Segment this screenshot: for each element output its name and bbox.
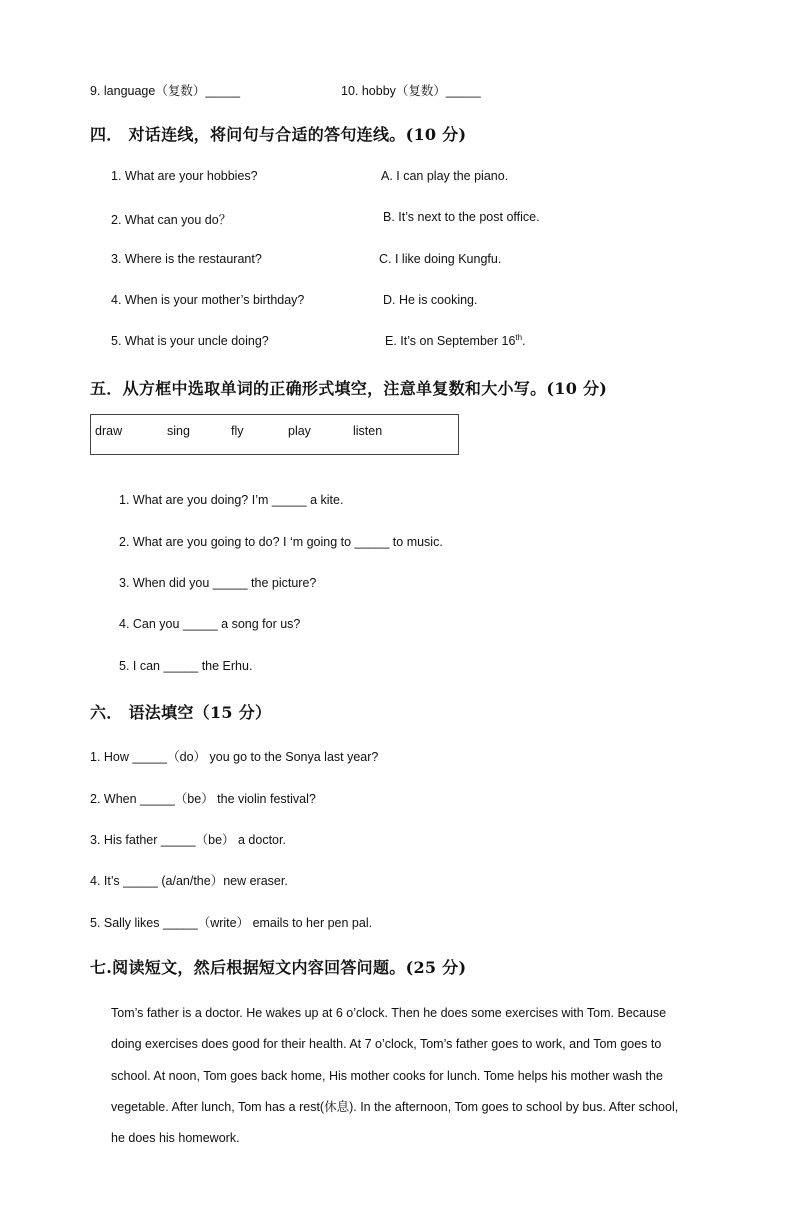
s4-answer-a: A. I can play the piano. xyxy=(381,169,509,183)
question-9: 9. language（复数）_____ xyxy=(90,84,241,98)
word-draw: draw xyxy=(95,424,123,438)
word-play: play xyxy=(288,424,311,438)
passage-line-4: vegetable. After lunch, Tom has a rest(休息). In the afternoon, Tom goes to school by bus. After school, xyxy=(111,1099,679,1114)
word-sing: sing xyxy=(167,424,190,438)
section-7-heading: 七.阅读短文，然后根据短文内容回答问题。(25 分) xyxy=(90,958,467,977)
s4-answer-e-sup: th xyxy=(515,333,523,342)
s4-answer-e xyxy=(385,334,526,348)
passage-line-3: school. At noon, Tom goes back home, His mother cooks for lunch. Tome helps his mother wash the xyxy=(111,1068,663,1083)
word-fly: fly xyxy=(231,424,244,438)
passage-line-2: doing exercises does good for their health. At 7 o’clock, Tom’s father goes to work, and Tom goes to xyxy=(111,1037,662,1052)
s4-answer-e-text: E. It’s on September 16 xyxy=(385,334,516,348)
s4-question-4: 4. When is your mother’s birthday? xyxy=(111,293,305,307)
s5-item-5: 5. I can _____ the Erhu. xyxy=(119,659,253,673)
section-4-heading: 四． 对话连线，将问句与合适的答句连线。(10 分) xyxy=(90,125,467,144)
s4-answer-b: B. It’s next to the post office. xyxy=(383,210,540,224)
s4-answer-c: C. I like doing Kungfu. xyxy=(379,252,502,266)
s6-item-2: 2. When _____（be） the violin festival? xyxy=(90,792,316,806)
word-box xyxy=(90,414,459,455)
word-listen: listen xyxy=(353,424,383,438)
s4-question-3: 3. Where is the restaurant? xyxy=(111,252,262,266)
passage-line-5: he does his homework. xyxy=(111,1131,240,1146)
s6-item-1: 1. How _____（do） you go to the Sonya last year? xyxy=(90,750,379,764)
s4-question-2: 2. What can you do？ xyxy=(111,213,232,227)
section-6-heading: 六． 语法填空（15 分） xyxy=(90,703,272,722)
question-10: 10. hobby（复数）_____ xyxy=(341,84,481,98)
s5-item-3: 3. When did you _____ the picture? xyxy=(119,576,317,590)
s6-item-4: 4. It’s _____ (a/an/the）new eraser. xyxy=(90,874,288,888)
s4-question-5: 5. What is your uncle doing? xyxy=(111,334,269,348)
s4-question-1: 1. What are your hobbies? xyxy=(111,169,258,183)
s4-answer-d: D. He is cooking. xyxy=(383,293,478,307)
reading-passage xyxy=(111,998,711,1154)
section-5-heading: 五．从方框中选取单词的正确形式填空，注意单复数和大小写。(10 分) xyxy=(90,379,608,398)
s5-item-4: 4. Can you _____ a song for us? xyxy=(119,617,301,631)
passage-line-1: Tom’s father is a doctor. He wakes up at 6 o’clock. Then he does some exercises with Tom. Because xyxy=(111,1006,667,1020)
s6-item-5: 5. Sally likes _____（write） emails to her pen pal. xyxy=(90,916,373,930)
s5-item-1: 1. What are you doing? I’m _____ a kite. xyxy=(119,493,344,507)
s4-answer-e-end: . xyxy=(522,334,526,348)
s6-item-3: 3. His father _____（be） a doctor. xyxy=(90,833,286,847)
s5-item-2: 2. What are you going to do? I ‘m going to _____ to music. xyxy=(119,535,443,549)
